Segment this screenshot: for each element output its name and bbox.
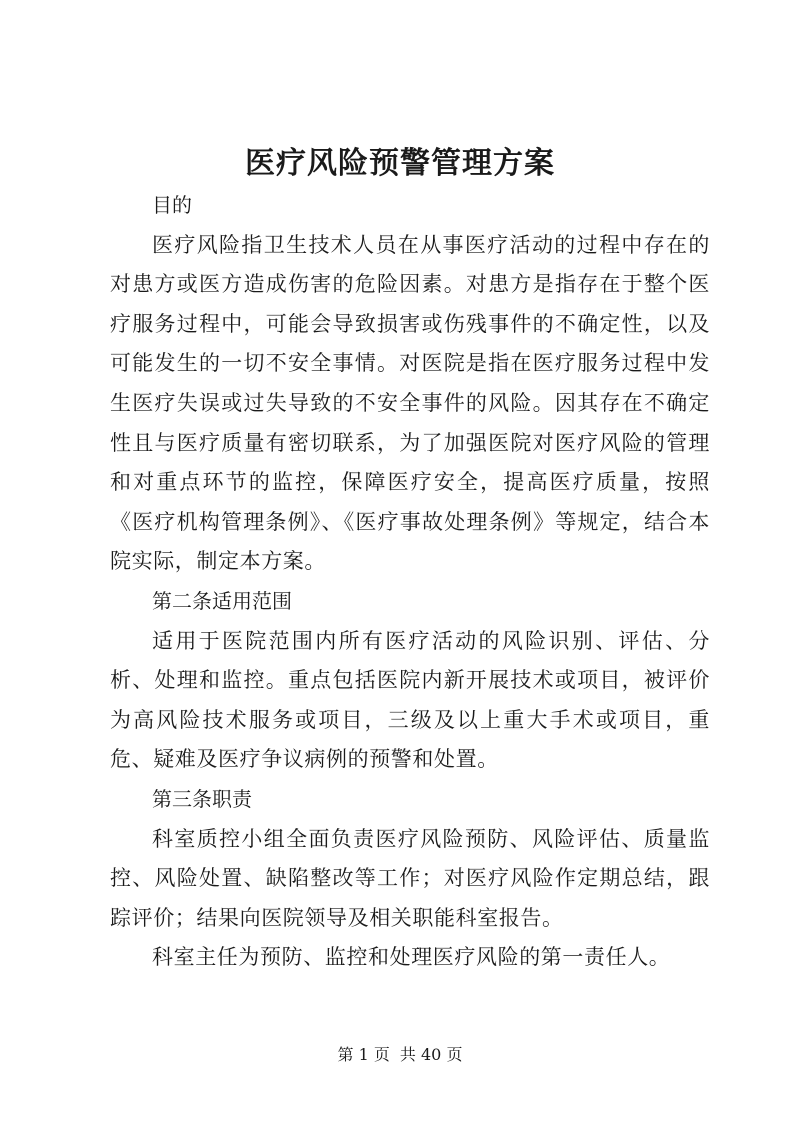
paragraph-duty-2: 科室主任为预防、监控和处理医疗风险的第一责任人。 (152, 945, 671, 970)
page-total: 共 40 页 (399, 1045, 463, 1064)
page-title: 医疗风险预警管理方案 (245, 146, 555, 181)
paragraph-scope: 适用于医院范围内所有医疗活动的风险识别、评估、分析、处理和监控。重点包括医院内新开展技术或项目，被评价为高风险技术服务或项目，三级及以上重大手术或项目，重危、疑难及医疗争议病例的预警和处置。 (110, 628, 710, 772)
section-heading-duty: 第三条职责 (152, 786, 252, 811)
page-number: 第 1 页 (337, 1045, 390, 1064)
section-heading-purpose: 目的 (152, 193, 192, 217)
section-heading-scope: 第二条适用范围 (152, 588, 292, 613)
document-body (110, 186, 710, 978)
paragraph-duty-1: 科室质控小组全面负责医疗风险预防、风险评估、质量监控、风险处置、缺陷整改等工作；对医疗风险作定期总结，跟踪评价；结果向医院领导及相关职能科室报告。 (110, 826, 710, 930)
paragraph-purpose: 医疗风险指卫生技术人员在从事医疗活动的过程中存在的对患方或医方造成伤害的危险因素。对患方是指存在于整个医疗服务过程中，可能会导致损害或伤残事件的不确定性，以及可能发生的一切不安全事情。对医院是指在医疗服务过程中发生医疗失误或过失导致的不安全事件的风险。因其存在不确定性且与医疗质量有密切联系，为了加强医院对医疗风险的管理和对重点环节的监控，保障医疗安全，提高医疗质量，按照《医疗机构管理条例》、《医疗事故处理条例》等规定，结合本院实际，制定本方案。 (110, 232, 710, 574)
page-footer (0, 1043, 800, 1067)
